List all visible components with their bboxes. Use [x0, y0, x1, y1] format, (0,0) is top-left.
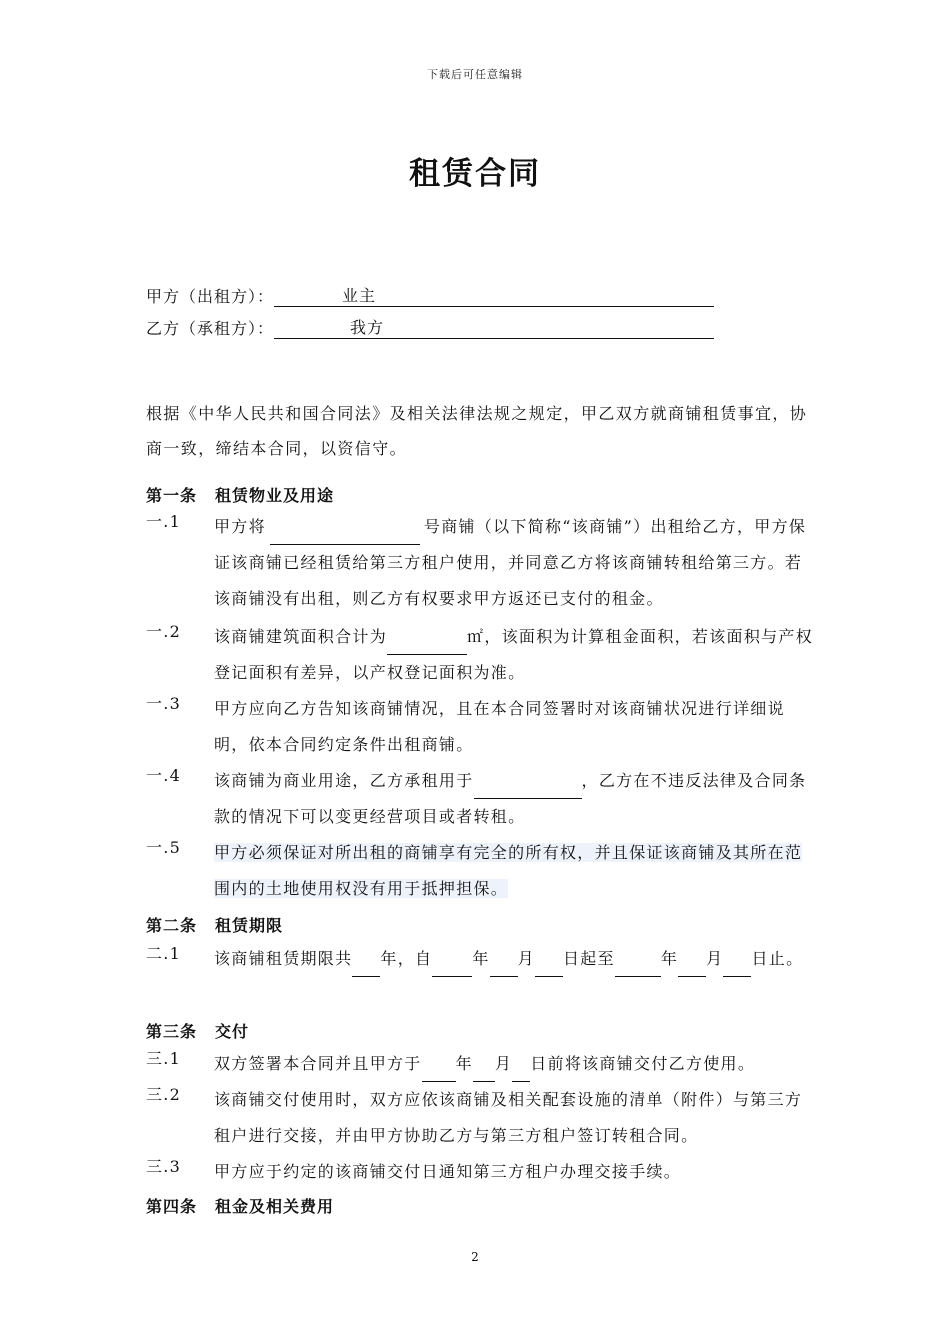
blank-field — [512, 1063, 530, 1082]
blank-field — [615, 958, 661, 977]
clause-3-1-number: 三.1 — [146, 1049, 182, 1068]
clause-1-5-number: 一.5 — [146, 838, 182, 857]
page-header: 下载后可任意编辑 — [427, 68, 523, 81]
blank-field — [352, 958, 380, 977]
blank-field — [678, 958, 706, 977]
party-a — [146, 284, 714, 307]
party-a-value: 业主 — [274, 286, 714, 307]
blank-field — [422, 1063, 456, 1082]
clause-3-2-number: 三.2 — [146, 1085, 182, 1104]
document-title: 租赁合同 — [409, 156, 541, 192]
clause-1-2-text: 该商铺建筑面积合计为 ㎡，该面积为计算租金面积，若该面积与产权登记面积有差异，以产权登记面积为准。 — [214, 627, 814, 682]
blank-field — [535, 958, 563, 977]
article-4-number: 第四条 — [146, 1197, 198, 1216]
clause-1-1-text: 甲方将 号商铺（以下简称“该商铺”）出租给乙方，甲方保证该商铺已经租赁给第三方租户使用，并同意乙方将该商铺转租给第三方。若该商铺没有出租，则乙方有权要求甲方返还已支付的租金。 — [214, 517, 807, 608]
clause-1-1-number: 一.1 — [146, 512, 182, 531]
clause-3-1-text: 双方签署本合同并且甲方于 年 月 日前将该商铺交付乙方使用。 — [214, 1046, 814, 1082]
article-3-heading — [146, 1019, 249, 1042]
blank-field — [473, 1063, 495, 1082]
clause-3-2-text: 该商铺交付使用时，双方应依该商铺及相关配套设施的清单（附件）与第三方租户进行交接，并由甲方协助乙方与第三方租户签订转租合同。 — [214, 1090, 803, 1145]
article-1-title: 租赁物业及用途 — [215, 486, 335, 505]
clause-1-2-number: 一.2 — [146, 622, 182, 641]
blank-field — [490, 958, 518, 977]
article-1-heading — [146, 483, 334, 506]
article-1-number: 第一条 — [146, 486, 198, 505]
article-2-number: 第二条 — [146, 916, 198, 935]
page-number: 2 — [471, 1250, 479, 1264]
blank-field — [387, 636, 467, 655]
article-2-title: 租赁期限 — [215, 916, 284, 935]
clause-3-3-number: 三.3 — [146, 1157, 182, 1176]
clause-3-3-text: 甲方应于约定的该商铺交付日通知第三方租户办理交接手续。 — [214, 1162, 682, 1181]
clause-1-5-text: 甲方必须保证对所出租的商铺享有完全的所有权，并且保证该商铺及其所在范围内的土地使用权没有用于抵押担保。 — [214, 843, 803, 898]
clause-1-3-number: 一.3 — [146, 694, 182, 713]
article-2-heading — [146, 913, 283, 936]
article-3-title: 交付 — [215, 1022, 250, 1041]
article-4-heading — [146, 1194, 334, 1217]
blank-field — [723, 958, 751, 977]
clause-1-3-text: 甲方应向乙方告知该商铺情况，且在本合同签署时对该商铺状况进行详细说明，依本合同约定条件出租商铺。 — [214, 699, 785, 754]
party-a-label: 甲方（出租方）： — [146, 287, 275, 306]
clause-2-1-number: 二.1 — [146, 944, 182, 963]
article-3-number: 第三条 — [146, 1022, 198, 1041]
blank-field — [270, 526, 420, 545]
blank-field — [432, 958, 472, 977]
party-b-value: 我方 — [274, 318, 714, 339]
blank-field — [474, 780, 582, 799]
party-b-label: 乙方（承租方）： — [146, 319, 275, 338]
intro-paragraph: 根据《中华人民共和国合同法》及相关法律法规之规定，甲乙双方就商铺租赁事宜，协商一致，缔结本合同，以资信守。 — [146, 404, 808, 458]
party-b — [146, 316, 714, 339]
article-4-title: 租金及相关费用 — [215, 1197, 335, 1216]
clause-1-4-number: 一.4 — [146, 766, 182, 785]
clause-2-1-text: 该商铺租赁期限共 年，自 年 月 日起至 年 月 日止。 — [214, 941, 814, 977]
clause-1-4-text: 该商铺为商业用途，乙方承租用于 ，乙方在不违反法律及合同条款的情况下可以变更经营项目或者转租。 — [214, 771, 807, 826]
